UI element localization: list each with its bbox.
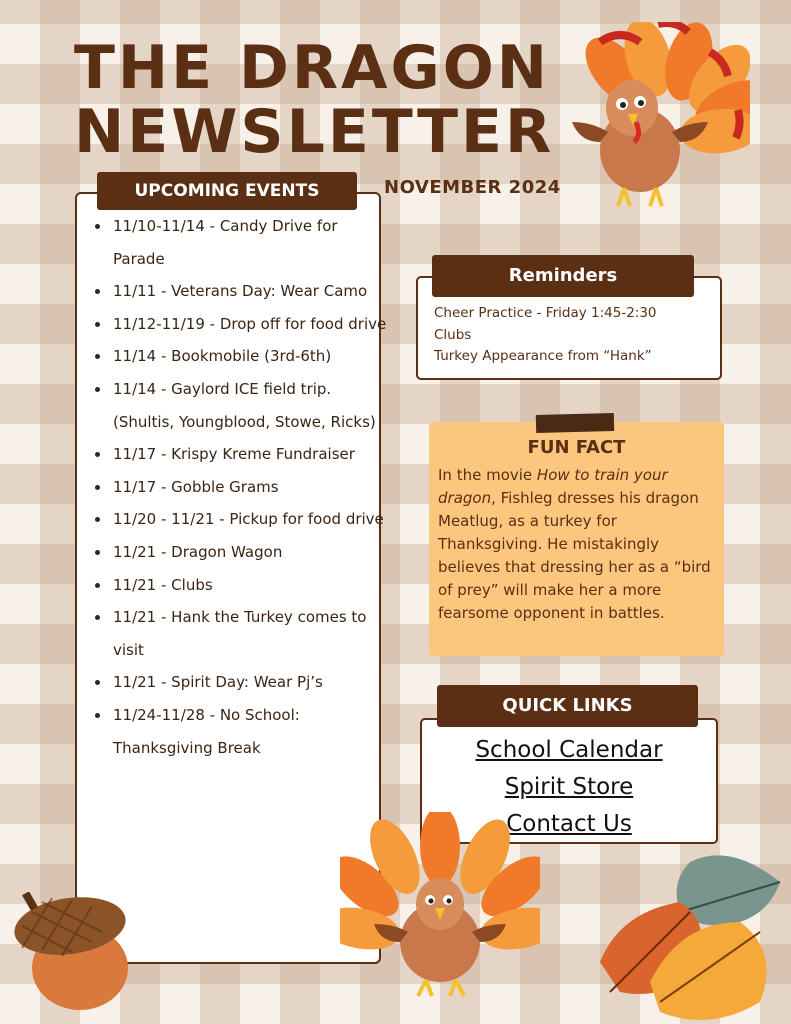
turkey-icon — [340, 812, 540, 1002]
list-item: • 11/24-11/28 - No School: Thanksgiving Break — [111, 699, 393, 764]
reminder-item: Cheer Practice - Friday 1:45-2:30 — [434, 305, 657, 321]
list-item: • 11/14 - Gaylord ICE field trip. (Shultis, Youngblood, Stowe, Ricks) — [111, 373, 393, 438]
list-item: • 11/12-11/19 - Drop off for food drive — [111, 308, 393, 341]
autumn-leaves-icon — [590, 842, 790, 1022]
quick-links-heading: QUICK LINKS — [437, 685, 698, 727]
newsletter-title — [74, 33, 594, 167]
list-item: • 11/17 - Gobble Grams — [111, 471, 393, 504]
list-item: • 11/21 - Dragon Wagon — [111, 536, 393, 569]
list-item: • 11/21 - Spirit Day: Wear Pj’s — [111, 666, 393, 699]
list-item: • 11/11 - Veterans Day: Wear Camo — [111, 275, 393, 308]
list-item: • 11/17 - Krispy Kreme Fundraiser — [111, 438, 393, 471]
spirit-store-link[interactable]: Spirit Store — [504, 774, 634, 800]
list-item: • 11/21 - Hank the Turkey comes to visit — [111, 601, 393, 666]
reminder-item: Turkey Appearance from “Hank” — [434, 348, 652, 364]
list-item: • 11/10-11/14 - Candy Drive for Parade — [111, 210, 393, 275]
title-line-2: NEWSLETTER — [74, 97, 555, 167]
events-list — [93, 210, 393, 764]
list-item: • 11/14 - Bookmobile (3rd-6th) — [111, 340, 393, 373]
newsletter-date: NOVEMBER 2024 — [384, 177, 561, 198]
fun-fact-text — [438, 464, 722, 625]
fun-fact-text-start: In the movie — [438, 466, 537, 484]
reminder-item: Clubs — [434, 326, 472, 343]
turkey-icon — [560, 22, 750, 212]
list-item: • 11/21 - Clubs — [111, 569, 393, 602]
reminders-list — [434, 303, 657, 368]
contact-us-link[interactable]: Contact Us — [506, 811, 632, 837]
reminders-heading: Reminders — [432, 255, 694, 297]
acorn-icon — [12, 892, 136, 1012]
list-item: • 11/20 - 11/21 - Pickup for food drive — [111, 503, 393, 536]
tape-decoration — [536, 413, 614, 433]
fun-fact-text-end: , Fishleg dresses his dragon Meatlug, as a turkey for Thanksgiving. He mistakingly believes that dressing her as a “bird of prey” will make her a more fearsome opponent in battles. — [438, 489, 711, 622]
events-heading: UPCOMING EVENTS — [97, 172, 357, 210]
fun-fact-heading: FUN FACT — [527, 437, 626, 458]
title-line-1: THE DRAGON — [74, 33, 550, 103]
school-calendar-link[interactable]: School Calendar — [475, 737, 663, 763]
movie-title: How to train your dragon — [438, 466, 668, 507]
